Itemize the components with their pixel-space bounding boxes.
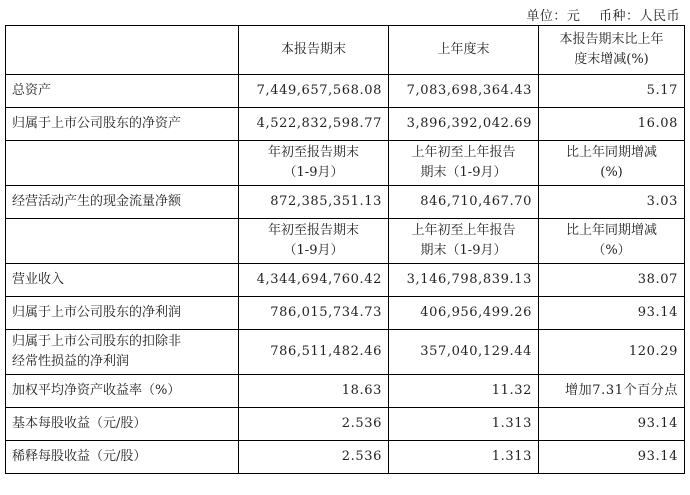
header-ytd-prior-line-1: 上年初至上年报告 bbox=[411, 223, 516, 238]
row-value-current: 2.536 bbox=[239, 441, 389, 474]
row-value-change: 16.08 bbox=[539, 108, 685, 141]
row-value-change: 93.14 bbox=[539, 441, 685, 474]
currency-label: 币种：人民币 bbox=[598, 9, 680, 24]
header-ytd-current bbox=[239, 219, 389, 264]
row-value-prior: 11.32 bbox=[389, 375, 539, 408]
row-label bbox=[6, 330, 239, 375]
header-yoy-change bbox=[539, 141, 685, 186]
header-yoy-change-line-2: （%） bbox=[592, 243, 631, 258]
financial-table bbox=[5, 25, 685, 474]
row-value-change: 120.29 bbox=[539, 330, 685, 375]
row-value-prior: 846,710,467.70 bbox=[389, 186, 539, 219]
header-yoy-change-line-2: (%) bbox=[600, 165, 623, 180]
row-label: 归属于上市公司股东的净利润 bbox=[6, 297, 239, 330]
table-row bbox=[6, 330, 685, 375]
row-value-current: 4,522,832,598.77 bbox=[239, 108, 389, 141]
table-row bbox=[6, 375, 685, 408]
row-value-current: 7,449,657,568.08 bbox=[239, 75, 389, 108]
row-value-prior: 406,956,499.26 bbox=[389, 297, 539, 330]
row-value-change: 38.07 bbox=[539, 264, 685, 297]
header-ytd-prior bbox=[389, 219, 539, 264]
row-value-prior: 3,896,392,042.69 bbox=[389, 108, 539, 141]
header-ytd-current-line-1: 年初至报告期末 bbox=[267, 223, 359, 238]
header-row-1 bbox=[6, 26, 685, 75]
header-yoy-change bbox=[539, 219, 685, 264]
header-change-vs-prior-year-end bbox=[539, 26, 685, 75]
row-value-current: 872,385,351.13 bbox=[239, 186, 389, 219]
unit-line bbox=[512, 5, 680, 24]
row-value-prior: 357,040,129.44 bbox=[389, 330, 539, 375]
row-label-line-2: 经常性损益的净利润 bbox=[12, 354, 130, 369]
unit-label: 单位：元 bbox=[526, 9, 581, 24]
header-ytd-current-line-2: （1-9月） bbox=[283, 243, 344, 258]
row-value-current: 786,015,734.73 bbox=[239, 297, 389, 330]
row-label: 加权平均净资产收益率（%） bbox=[6, 375, 239, 408]
row-value-prior: 3,146,798,839.13 bbox=[389, 264, 539, 297]
row-value-prior: 7,083,698,364.43 bbox=[389, 75, 539, 108]
header-ytd-current bbox=[239, 141, 389, 186]
row-label-line-1: 归属于上市公司股东的扣除非 bbox=[12, 334, 182, 349]
header-ytd-prior-line-1: 上年初至上年报告 bbox=[411, 145, 516, 160]
header-yoy-change-line-1: 比上年同期增减 bbox=[565, 223, 657, 238]
header-ytd-prior-line-2: 期末（1-9月） bbox=[420, 165, 507, 180]
row-value-current: 2.536 bbox=[239, 408, 389, 441]
header-ytd-prior bbox=[389, 141, 539, 186]
row-value-change: 3.03 bbox=[539, 186, 685, 219]
header-row-3 bbox=[6, 219, 685, 264]
table-row bbox=[6, 186, 685, 219]
row-value-prior: 1.313 bbox=[389, 408, 539, 441]
row-value-change: 5.17 bbox=[539, 75, 685, 108]
table-row bbox=[6, 108, 685, 141]
header-empty-cell bbox=[6, 141, 239, 186]
row-label: 总资产 bbox=[6, 75, 239, 108]
header-ytd-prior-line-2: 期末（1-9月） bbox=[420, 243, 507, 258]
row-value-current: 18.63 bbox=[239, 375, 389, 408]
row-label: 归属于上市公司股东的净资产 bbox=[6, 108, 239, 141]
table-row bbox=[6, 75, 685, 108]
table-row bbox=[6, 441, 685, 474]
header-empty-cell bbox=[6, 26, 239, 75]
header-empty-cell bbox=[6, 219, 239, 264]
row-value-prior: 1.313 bbox=[389, 441, 539, 474]
header-yoy-change-line-1: 比上年同期增减 bbox=[565, 145, 657, 160]
header-current-period-end: 本报告期末 bbox=[239, 26, 389, 75]
header-change-line-2: 度末增减(%) bbox=[574, 52, 649, 67]
header-ytd-current-line-2: （1-9月） bbox=[283, 165, 344, 180]
header-prior-year-end: 上年度末 bbox=[389, 26, 539, 75]
row-label: 经营活动产生的现金流量净额 bbox=[6, 186, 239, 219]
header-ytd-current-line-1: 年初至报告期末 bbox=[267, 145, 359, 160]
table-row bbox=[6, 408, 685, 441]
table-row bbox=[6, 297, 685, 330]
table-row bbox=[6, 264, 685, 297]
row-label: 稀释每股收益（元/股） bbox=[6, 441, 239, 474]
header-row-2 bbox=[6, 141, 685, 186]
row-value-change: 93.14 bbox=[539, 408, 685, 441]
row-label: 基本每股收益（元/股） bbox=[6, 408, 239, 441]
header-change-line-1: 本报告期末比上年 bbox=[559, 32, 664, 47]
row-value-current: 4,344,694,760.42 bbox=[239, 264, 389, 297]
row-label: 营业收入 bbox=[6, 264, 239, 297]
row-value-current: 786,511,482.46 bbox=[239, 330, 389, 375]
row-value-change: 93.14 bbox=[539, 297, 685, 330]
row-value-change: 增加7.31个百分点 bbox=[539, 375, 685, 408]
